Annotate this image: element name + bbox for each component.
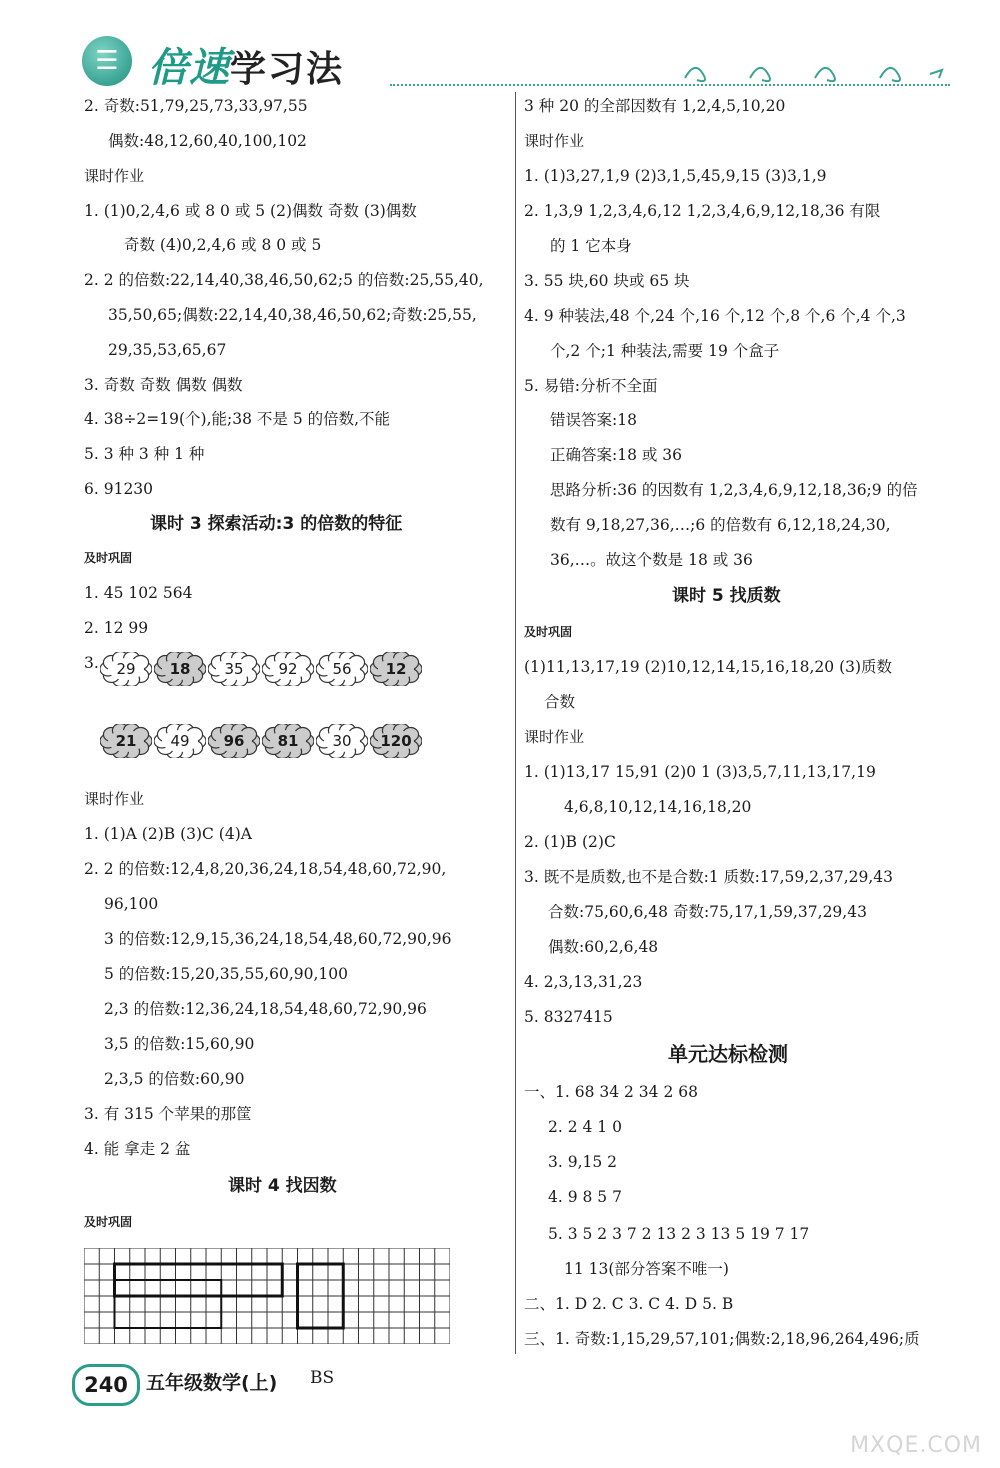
right-text-line: 正确答案:18 或 36 [550, 446, 683, 464]
column-divider [515, 92, 516, 1354]
left-text-line: 及时巩固 [84, 1215, 133, 1229]
left-text-line: 1. 45 102 564 [84, 584, 193, 602]
flower-number [370, 652, 422, 686]
left-text-line: 4. 38÷2=19(个),能;38 不是 5 的倍数,不能 [84, 410, 391, 428]
book-title: 五年级数学(上) [146, 1372, 278, 1394]
left-text-line: 课时 4 找因数 [228, 1176, 337, 1196]
right-text-line: 1. (1)13,17 15,91 (2)0 1 (3)3,5,7,11,13,17,19 [524, 763, 876, 781]
right-text-line: 合数 [544, 693, 576, 711]
page-number: 240 [72, 1364, 140, 1406]
left-text-line: 5. 3 种 3 种 1 种 [84, 445, 205, 463]
right-text-line: 思路分析:36 的因数有 1,2,3,4,6,9,12,18,36;9 的倍 [550, 481, 918, 499]
right-text-line: 数有 9,18,27,36,…;6 的倍数有 6,12,18,24,30, [550, 516, 891, 534]
right-text-line: 二、1. D 2. C 3. C 4. D 5. B [524, 1295, 734, 1313]
left-text-line: 偶数:48,12,60,40,100,102 [108, 132, 307, 150]
left-text-line: 1. (1)A (2)B (3)C (4)A [84, 825, 252, 843]
flower-number-label: 21 [115, 732, 137, 750]
flower-number-label: 120 [380, 732, 412, 750]
right-text-line: 及时巩固 [524, 625, 573, 639]
book-logo-icon: ☰ [82, 36, 132, 86]
left-text-line: 课时 3 探索活动:3 的倍数的特征 [150, 514, 403, 534]
left-text-line: 3,5 的倍数:15,60,90 [104, 1035, 255, 1053]
flower-number-label: 29 [116, 660, 136, 678]
right-text-line: 合数:75,60,6,48 奇数:75,17,1,59,37,29,43 [548, 903, 867, 921]
left-text-line: 1. (1)0,2,4,6 或 8 0 或 5 (2)偶数 奇数 (3)偶数 [84, 202, 417, 220]
flower-number-diagram [100, 652, 430, 762]
flower-number-label: 56 [332, 660, 352, 678]
flower-number-label: 18 [169, 660, 191, 678]
flower-number-label: 96 [223, 732, 245, 750]
flower-number [316, 724, 368, 758]
left-text-line: 3. 有 315 个苹果的那筐 [84, 1105, 252, 1123]
flower-number [316, 652, 368, 686]
flower-number [100, 724, 152, 758]
flower-number [262, 652, 314, 686]
right-text-line: 2. (1)B (2)C [524, 833, 616, 851]
right-text-line: 一、1. 68 34 2 34 2 68 [524, 1083, 698, 1101]
left-text-line: 96,100 [104, 895, 159, 913]
right-text-line: 课时作业 [524, 728, 585, 746]
right-text-line: 单元达标检测 [668, 1042, 788, 1066]
flower-number [262, 724, 314, 758]
flower-number-label: 49 [170, 732, 190, 750]
right-text-line: 3. 55 块,60 块或 65 块 [524, 272, 690, 290]
flower-number [370, 724, 422, 758]
flower-number-label: 92 [278, 660, 298, 678]
flower-number-label: 81 [277, 732, 299, 750]
left-text-line: 5 的倍数:15,20,35,55,60,90,100 [104, 965, 348, 983]
brand-title [148, 36, 344, 93]
watermark-logo [812, 1400, 992, 1464]
left-text-line: 29,35,53,65,67 [108, 341, 227, 359]
right-text-line: 36,…。故这个数是 18 或 36 [550, 551, 753, 569]
left-text-line: 3. 奇数 奇数 偶数 偶数 [84, 376, 243, 394]
factor-grid-diagram [84, 1248, 450, 1344]
left-text-line: 6. 91230 [84, 480, 154, 498]
right-text-line: 5. 3 5 2 3 7 2 13 2 3 13 5 19 7 17 [548, 1225, 810, 1243]
left-text-line: 奇数 (4)0,2,4,6 或 8 0 或 5 [124, 236, 322, 254]
left-text-line: 2,3 的倍数:12,36,24,18,54,48,60,72,90,96 [104, 1000, 427, 1018]
right-text-line: 错误答案:18 [550, 411, 637, 429]
flower-number-label: 12 [385, 660, 407, 678]
right-text-line: 3. 9,15 2 [548, 1153, 618, 1171]
left-text-line: 2,3,5 的倍数:60,90 [104, 1070, 245, 1088]
left-text-line: 3 的倍数:12,9,15,36,24,18,54,48,60,72,90,96 [104, 930, 452, 948]
right-text-line: 课时作业 [524, 132, 585, 150]
edition-code: BS [310, 1368, 335, 1388]
left-text-line: 3. [84, 654, 99, 672]
right-text-line: 3. 既不是质数,也不是合数:1 质数:17,59,2,37,29,43 [524, 868, 893, 886]
right-text-line: 5. 易错:分析不全面 [524, 377, 658, 395]
header-decoration-loops [680, 56, 950, 86]
flower-number [154, 652, 206, 686]
page-header [0, 0, 1000, 100]
right-text-line: 偶数:60,2,6,48 [548, 938, 659, 956]
flower-number [154, 724, 206, 758]
left-text-line: 课时作业 [84, 167, 145, 185]
right-text-line: 课时 5 找质数 [672, 586, 781, 606]
left-text-line: 2. 2 的倍数:22,14,40,38,46,50,62;5 的倍数:25,55,40, [84, 271, 484, 289]
right-text-line: 1. (1)3,27,1,9 (2)3,1,5,45,9,15 (3)3,1,9 [524, 167, 827, 185]
right-text-line: (1)11,13,17,19 (2)10,12,14,15,16,18,20 (3)质数 [524, 658, 893, 676]
left-text-line: 及时巩固 [84, 551, 133, 565]
left-text-line: 2. 12 99 [84, 619, 149, 637]
flower-number [100, 652, 152, 686]
left-text-line: 35,50,65;偶数:22,14,40,38,46,50,62;奇数:25,55, [108, 306, 477, 324]
right-text-line: 5. 8327415 [524, 1008, 613, 1026]
flower-number-label: 35 [224, 660, 244, 678]
watermark-text: MXQE.COM [850, 1433, 982, 1458]
right-text-line: 2. 2 4 1 0 [548, 1118, 622, 1136]
left-text-line: 2. 2 的倍数:12,4,8,20,36,24,18,54,48,60,72,90, [84, 860, 447, 878]
left-text-line: 4. 能 拿走 2 盆 [84, 1140, 191, 1158]
right-text-line: 的 1 它本身 [550, 237, 632, 255]
right-text-line: 3 种 20 的全部因数有 1,2,4,5,10,20 [524, 97, 786, 115]
right-text-line: 11 13(部分答案不唯一) [564, 1260, 729, 1278]
brand-title-accent: 倍速 [148, 45, 230, 91]
right-text-line: 2. 1,3,9 1,2,3,4,6,12 1,2,3,4,6,9,12,18,36 有限 [524, 202, 881, 220]
right-text-line: 4. 2,3,13,31,23 [524, 973, 643, 991]
right-text-line: 4. 9 种装法,48 个,24 个,16 个,12 个,8 个,6 个,4 个,3 [524, 307, 906, 325]
right-text-line: 4. 9 8 5 7 [548, 1188, 622, 1206]
left-text-line: 2. 奇数:51,79,25,73,33,97,55 [84, 97, 308, 115]
right-text-line: 个,2 个;1 种装法,需要 19 个盒子 [550, 342, 780, 360]
right-text-line: 4,6,8,10,12,14,16,18,20 [564, 798, 752, 816]
flower-number [208, 652, 260, 686]
left-text-line: 课时作业 [84, 790, 145, 808]
right-text-line: 三、1. 奇数:1,15,29,57,101;偶数:2,18,96,264,496;质 [524, 1330, 920, 1348]
flower-number [208, 724, 260, 758]
brand-title-main: 学习法 [230, 49, 345, 90]
flower-number-label: 30 [332, 732, 352, 750]
